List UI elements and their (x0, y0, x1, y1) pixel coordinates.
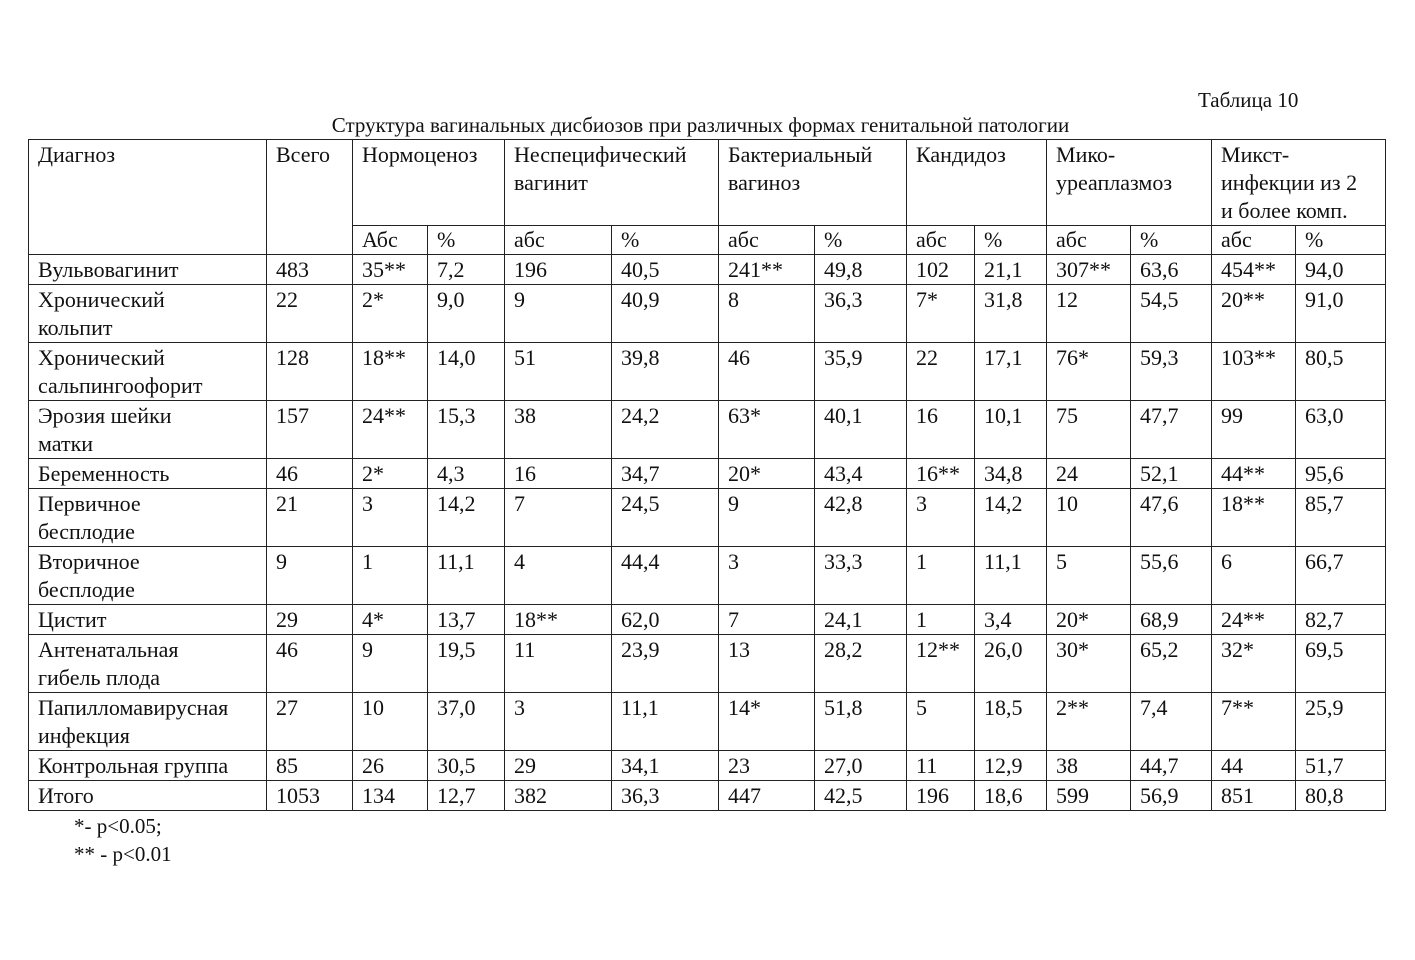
total-cell: 128 (267, 343, 353, 401)
percent-cell: 14,0 (428, 343, 505, 401)
table-row (29, 285, 1386, 343)
abs-cell: 20* (1047, 605, 1131, 635)
abs-cell: 26 (353, 751, 428, 781)
header-group (719, 140, 907, 226)
percent-cell: 10,1 (975, 401, 1047, 459)
abs-cell: 851 (1212, 781, 1296, 811)
abs-cell: 44** (1212, 459, 1296, 489)
abs-cell: 2* (353, 459, 428, 489)
abs-cell: 2* (353, 285, 428, 343)
total-cell: 27 (267, 693, 353, 751)
cell-line: Контрольная группа (38, 753, 229, 778)
diagnosis-cell (29, 635, 267, 693)
total-cell: 21 (267, 489, 353, 547)
percent-cell: 25,9 (1296, 693, 1386, 751)
footnote-double-star: ** - p<0.01 (74, 842, 172, 866)
subheader-cell: абс (719, 226, 815, 255)
total-cell: 1053 (267, 781, 353, 811)
cell-line: Неспецифический (514, 142, 687, 167)
cell-line: вагиноз (728, 170, 801, 195)
percent-cell: 62,0 (612, 605, 719, 635)
percent-cell: 17,1 (975, 343, 1047, 401)
abs-cell: 29 (505, 751, 612, 781)
abs-cell: 241** (719, 255, 815, 285)
percent-cell: 24,2 (612, 401, 719, 459)
percent-cell: 27,0 (815, 751, 907, 781)
abs-cell: 99 (1212, 401, 1296, 459)
abs-cell: 24** (353, 401, 428, 459)
percent-cell: 65,2 (1131, 635, 1212, 693)
percent-cell: 7,2 (428, 255, 505, 285)
percent-cell: 43,4 (815, 459, 907, 489)
abs-cell: 20** (1212, 285, 1296, 343)
abs-cell: 454** (1212, 255, 1296, 285)
percent-cell: 51,7 (1296, 751, 1386, 781)
table-row (29, 489, 1386, 547)
diagnosis-cell (29, 459, 267, 489)
cell-line: уреаплазмоз (1056, 170, 1173, 195)
abs-cell: 13 (719, 635, 815, 693)
subheader-cell: абс (1047, 226, 1131, 255)
subheader-cell: абс (907, 226, 975, 255)
cell-line: Вульвовагинит (38, 257, 179, 282)
diagnosis-cell (29, 285, 267, 343)
abs-cell: 4* (353, 605, 428, 635)
percent-cell: 35,9 (815, 343, 907, 401)
abs-cell: 14* (719, 693, 815, 751)
percent-cell: 26,0 (975, 635, 1047, 693)
diagnosis-cell (29, 751, 267, 781)
abs-cell: 307** (1047, 255, 1131, 285)
subheader-cell: Абс (353, 226, 428, 255)
percent-cell: 12,7 (428, 781, 505, 811)
abs-cell: 599 (1047, 781, 1131, 811)
percent-cell: 68,9 (1131, 605, 1212, 635)
percent-cell: 36,3 (612, 781, 719, 811)
percent-cell: 52,1 (1131, 459, 1212, 489)
abs-cell: 11 (505, 635, 612, 693)
percent-cell: 63,0 (1296, 401, 1386, 459)
cell-line: Антенатальная (38, 637, 179, 662)
abs-cell: 24 (1047, 459, 1131, 489)
diagnosis-cell (29, 693, 267, 751)
percent-cell: 11,1 (975, 547, 1047, 605)
header-group (353, 140, 505, 226)
percent-cell: 51,8 (815, 693, 907, 751)
cell-line: инфекция (38, 723, 130, 748)
abs-cell: 7 (719, 605, 815, 635)
subheader-cell: % (1296, 226, 1386, 255)
total-cell: 157 (267, 401, 353, 459)
abs-cell: 134 (353, 781, 428, 811)
table-row (29, 693, 1386, 751)
abs-cell: 24** (1212, 605, 1296, 635)
table-row (29, 255, 1386, 285)
percent-cell: 63,6 (1131, 255, 1212, 285)
abs-cell: 10 (353, 693, 428, 751)
abs-cell: 63* (719, 401, 815, 459)
percent-cell: 37,0 (428, 693, 505, 751)
abs-cell: 196 (505, 255, 612, 285)
diagnosis-cell (29, 547, 267, 605)
cell-line: Цистит (38, 607, 107, 632)
percent-cell: 3,4 (975, 605, 1047, 635)
percent-cell: 55,6 (1131, 547, 1212, 605)
footnotes (74, 812, 172, 868)
abs-cell: 382 (505, 781, 612, 811)
abs-cell: 3 (719, 547, 815, 605)
percent-cell: 36,3 (815, 285, 907, 343)
cell-line: гибель плода (38, 665, 161, 690)
percent-cell: 15,3 (428, 401, 505, 459)
abs-cell: 1 (353, 547, 428, 605)
abs-cell: 22 (907, 343, 975, 401)
abs-cell: 3 (907, 489, 975, 547)
diagnosis-cell (29, 781, 267, 811)
abs-cell: 7 (505, 489, 612, 547)
table-row (29, 401, 1386, 459)
percent-cell: 31,8 (975, 285, 1047, 343)
abs-cell: 18** (353, 343, 428, 401)
abs-cell: 32* (1212, 635, 1296, 693)
cell-line: и более комп. (1221, 198, 1348, 223)
diagnosis-cell (29, 489, 267, 547)
abs-cell: 23 (719, 751, 815, 781)
percent-cell: 11,1 (428, 547, 505, 605)
percent-cell: 7,4 (1131, 693, 1212, 751)
abs-cell: 35** (353, 255, 428, 285)
percent-cell: 28,2 (815, 635, 907, 693)
cell-line: Хронический (38, 345, 165, 370)
percent-cell: 80,8 (1296, 781, 1386, 811)
abs-cell: 30* (1047, 635, 1131, 693)
percent-cell: 40,9 (612, 285, 719, 343)
table-row (29, 547, 1386, 605)
total-cell: 46 (267, 635, 353, 693)
percent-cell: 40,5 (612, 255, 719, 285)
percent-cell: 13,7 (428, 605, 505, 635)
abs-cell: 51 (505, 343, 612, 401)
abs-cell: 8 (719, 285, 815, 343)
cell-line: инфекции из 2 (1221, 170, 1358, 195)
abs-cell: 38 (1047, 751, 1131, 781)
abs-cell: 18** (1212, 489, 1296, 547)
cell-line: Вторичное (38, 549, 140, 574)
percent-cell: 34,8 (975, 459, 1047, 489)
abs-cell: 1 (907, 605, 975, 635)
table-number: Таблица 10 (1198, 88, 1299, 112)
abs-cell: 1 (907, 547, 975, 605)
abs-cell: 16** (907, 459, 975, 489)
table-row (29, 605, 1386, 635)
header-group (907, 140, 1047, 226)
abs-cell: 2** (1047, 693, 1131, 751)
abs-cell: 5 (907, 693, 975, 751)
footnote-single-star: *- p<0.05; (74, 814, 162, 838)
abs-cell: 7* (907, 285, 975, 343)
abs-cell: 76* (1047, 343, 1131, 401)
abs-cell: 5 (1047, 547, 1131, 605)
percent-cell: 18,5 (975, 693, 1047, 751)
abs-cell: 9 (353, 635, 428, 693)
diagnosis-cell (29, 605, 267, 635)
percent-cell: 54,5 (1131, 285, 1212, 343)
table-row (29, 343, 1386, 401)
total-cell: 29 (267, 605, 353, 635)
percent-cell: 42,5 (815, 781, 907, 811)
percent-cell: 95,6 (1296, 459, 1386, 489)
abs-cell: 7** (1212, 693, 1296, 751)
total-cell: 483 (267, 255, 353, 285)
percent-cell: 4,3 (428, 459, 505, 489)
cell-line: Хронический (38, 287, 165, 312)
percent-cell: 42,8 (815, 489, 907, 547)
table-row (29, 459, 1386, 489)
percent-cell: 14,2 (975, 489, 1047, 547)
diagnosis-cell (29, 255, 267, 285)
percent-cell: 40,1 (815, 401, 907, 459)
table-row (29, 781, 1386, 811)
cell-line: Нормоценоз (362, 142, 478, 167)
header-total: Всего (267, 140, 353, 255)
percent-cell: 18,6 (975, 781, 1047, 811)
abs-cell: 3 (505, 693, 612, 751)
abs-cell: 12 (1047, 285, 1131, 343)
cell-line: Итого (38, 783, 94, 808)
cell-line: Микст- (1221, 142, 1290, 167)
cell-line: Первичное (38, 491, 141, 516)
percent-cell: 12,9 (975, 751, 1047, 781)
abs-cell: 75 (1047, 401, 1131, 459)
percent-cell: 34,1 (612, 751, 719, 781)
subheader-cell: абс (1212, 226, 1296, 255)
total-cell: 22 (267, 285, 353, 343)
diagnosis-cell (29, 343, 267, 401)
percent-cell: 11,1 (612, 693, 719, 751)
header-group (1212, 140, 1386, 226)
cell-line: Эрозия шейки (38, 403, 172, 428)
total-cell: 46 (267, 459, 353, 489)
header-group (1047, 140, 1212, 226)
percent-cell: 91,0 (1296, 285, 1386, 343)
percent-cell: 23,9 (612, 635, 719, 693)
diagnosis-cell (29, 401, 267, 459)
cell-line: Бактериальный (728, 142, 873, 167)
dysbiosis-table (28, 139, 1386, 811)
abs-cell: 12** (907, 635, 975, 693)
abs-cell: 102 (907, 255, 975, 285)
percent-cell: 94,0 (1296, 255, 1386, 285)
percent-cell: 34,7 (612, 459, 719, 489)
total-cell: 85 (267, 751, 353, 781)
percent-cell: 59,3 (1131, 343, 1212, 401)
abs-cell: 16 (907, 401, 975, 459)
cell-line: бесплодие (38, 577, 135, 602)
percent-cell: 44,4 (612, 547, 719, 605)
cell-line: Мико- (1056, 142, 1116, 167)
percent-cell: 19,5 (428, 635, 505, 693)
cell-line: кольпит (38, 315, 113, 340)
total-cell: 9 (267, 547, 353, 605)
percent-cell: 24,1 (815, 605, 907, 635)
abs-cell: 38 (505, 401, 612, 459)
abs-cell: 103** (1212, 343, 1296, 401)
percent-cell: 30,5 (428, 751, 505, 781)
header-group (505, 140, 719, 226)
percent-cell: 9,0 (428, 285, 505, 343)
cell-line: бесплодие (38, 519, 135, 544)
cell-line: Беременность (38, 461, 170, 486)
header-diagnosis: Диагноз (29, 140, 267, 255)
percent-cell: 49,8 (815, 255, 907, 285)
cell-line: матки (38, 431, 94, 456)
table-row (29, 635, 1386, 693)
abs-cell: 3 (353, 489, 428, 547)
abs-cell: 447 (719, 781, 815, 811)
abs-cell: 16 (505, 459, 612, 489)
abs-cell: 18** (505, 605, 612, 635)
percent-cell: 66,7 (1296, 547, 1386, 605)
table-row (29, 751, 1386, 781)
abs-cell: 11 (907, 751, 975, 781)
cell-line: сальпингоофорит (38, 373, 203, 398)
abs-cell: 6 (1212, 547, 1296, 605)
percent-cell: 85,7 (1296, 489, 1386, 547)
percent-cell: 47,6 (1131, 489, 1212, 547)
percent-cell: 24,5 (612, 489, 719, 547)
percent-cell: 69,5 (1296, 635, 1386, 693)
abs-cell: 196 (907, 781, 975, 811)
percent-cell: 82,7 (1296, 605, 1386, 635)
abs-cell: 4 (505, 547, 612, 605)
percent-cell: 47,7 (1131, 401, 1212, 459)
percent-cell: 39,8 (612, 343, 719, 401)
abs-cell: 10 (1047, 489, 1131, 547)
abs-cell: 46 (719, 343, 815, 401)
header-row (29, 140, 1386, 226)
subheader-cell: % (1131, 226, 1212, 255)
subheader-cell: % (428, 226, 505, 255)
table-body (29, 140, 1386, 811)
percent-cell: 33,3 (815, 547, 907, 605)
cell-line: вагинит (514, 170, 588, 195)
subheader-cell: % (815, 226, 907, 255)
cell-line: Папилломавирусная (38, 695, 229, 720)
subheader-cell: % (612, 226, 719, 255)
percent-cell: 14,2 (428, 489, 505, 547)
subheader-cell: абс (505, 226, 612, 255)
table-title-text: Структура вагинальных дисбиозов при различных формах генитальной патологии (331, 113, 1070, 137)
abs-cell: 9 (719, 489, 815, 547)
percent-cell: 21,1 (975, 255, 1047, 285)
abs-cell: 9 (505, 285, 612, 343)
percent-cell: 56,9 (1131, 781, 1212, 811)
cell-line: Кандидоз (916, 142, 1006, 167)
table-title (0, 113, 1415, 138)
abs-cell: 20* (719, 459, 815, 489)
abs-cell: 44 (1212, 751, 1296, 781)
percent-cell: 44,7 (1131, 751, 1212, 781)
percent-cell: 80,5 (1296, 343, 1386, 401)
subheader-cell: % (975, 226, 1047, 255)
